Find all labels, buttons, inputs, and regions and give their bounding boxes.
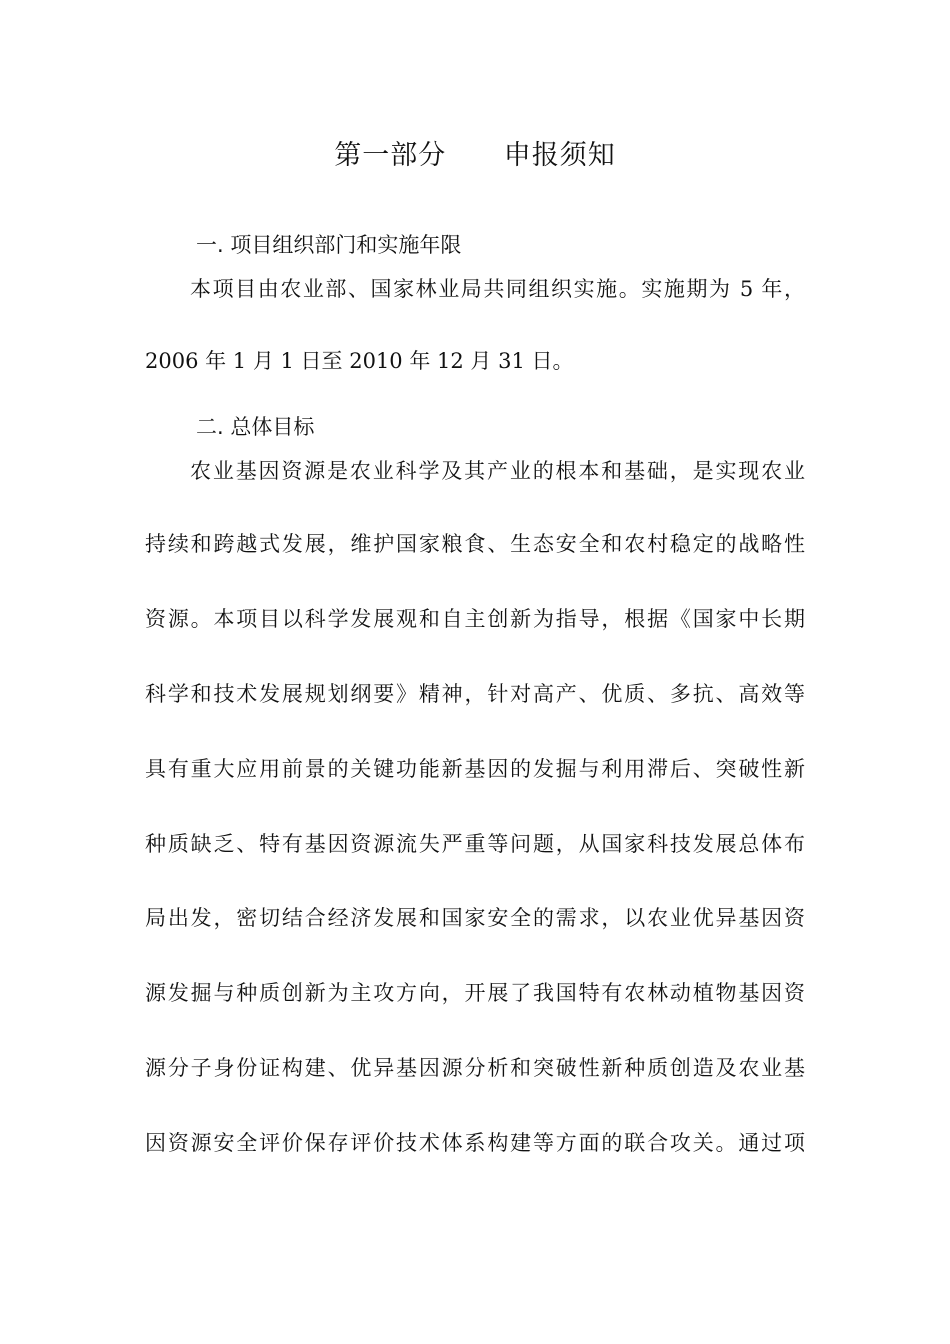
page-title: 第一部分 申报须知 xyxy=(334,140,616,171)
section-heading-organization: 一. 项目组织部门和实施年限 xyxy=(196,233,462,257)
paragraph-line: 种质缺乏、特有基因资源流失严重等问题，从国家科技发展总体布 xyxy=(145,832,805,856)
paragraph-line: 农业基因资源是农业科学及其产业的根本和基础，是实现农业 xyxy=(190,459,805,483)
paragraph-line: 2006 年 1 月 1 日至 2010 年 12 月 31 日。 xyxy=(145,349,574,373)
paragraph-line: 科学和技术发展规划纲要》精神，针对高产、优质、多抗、高效等 xyxy=(145,682,805,706)
paragraph-line: 源发掘与种质创新为主攻方向，开展了我国特有农林动植物基因资 xyxy=(145,981,805,1005)
paragraph-line: 源分子身份证构建、优异基因源分析和突破性新种质创造及农业基 xyxy=(145,1056,805,1080)
paragraph-line: 资源。本项目以科学发展观和自主创新为指导，根据《国家中长期 xyxy=(145,607,805,631)
paragraph-line: 因资源安全评价保存评价技术体系构建等方面的联合攻关。通过项 xyxy=(145,1131,805,1155)
section-heading-objectives: 二. 总体目标 xyxy=(196,415,315,439)
paragraph-line: 持续和跨越式发展，维护国家粮食、生态安全和农村稳定的战略性 xyxy=(145,532,805,556)
paragraph-line: 本项目由农业部、国家林业局共同组织实施。实施期为 5 年， xyxy=(190,277,805,301)
paragraph-line: 局出发，密切结合经济发展和国家安全的需求，以农业优异基因资 xyxy=(145,906,805,930)
paragraph-line: 具有重大应用前景的关键功能新基因的发掘与利用滞后、突破性新 xyxy=(145,757,805,781)
